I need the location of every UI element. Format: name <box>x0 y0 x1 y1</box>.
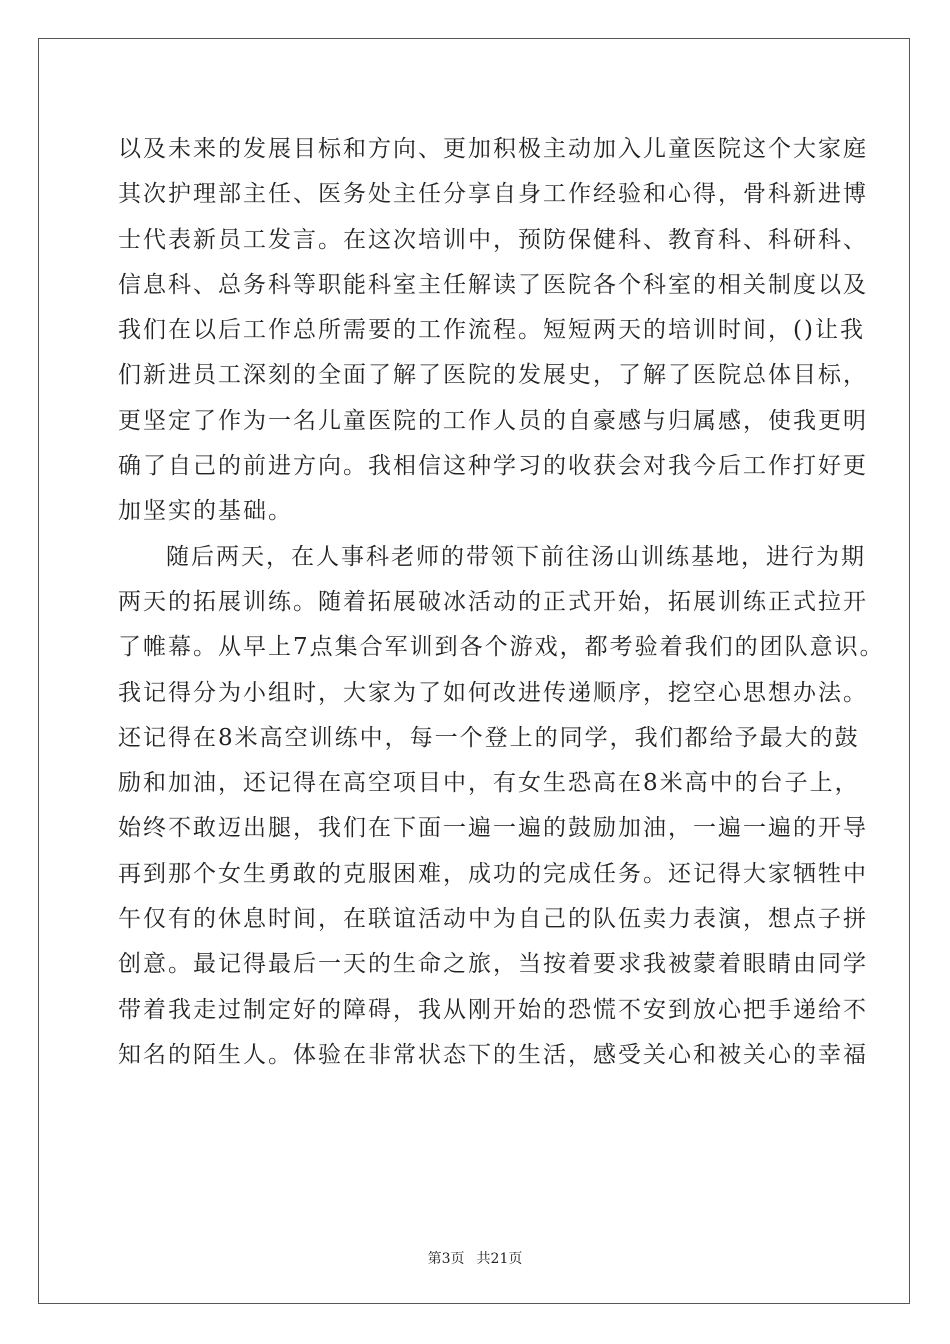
text-line: 励和加油，还记得在高空项目中，有女生恐高在8米高中的台子上， <box>118 770 860 797</box>
page-total: 共21页 <box>476 1251 523 1267</box>
text-line: 确了自己的前进方向。我相信这种学习的收获会对我今后工作打好更 <box>118 453 868 480</box>
text-line: 我记得分为小组时，大家为了如何改进传递顺序，挖空心思想办法。 <box>118 679 868 706</box>
paragraph-first-line: 随后两天，在人事科老师的带领下前往汤山训练基地，进行为期 <box>166 543 866 570</box>
text-line: 午仅有的休息时间，在联谊活动中为自己的队伍卖力表演，想点子拼 <box>118 906 868 933</box>
text-line: 加坚实的基础。 <box>118 498 293 525</box>
text-line: 们新进员工深刻的全面了解了医院的发展史，了解了医院总体目标， <box>118 362 868 389</box>
text-line: 创意。最记得最后一天的生命之旅，当按着要求我被蒙着眼睛由同学 <box>118 951 868 978</box>
text-line: 再到那个女生勇敢的克服困难，成功的完成任务。还记得大家牺牲中 <box>118 860 868 887</box>
page-footer <box>0 1248 950 1268</box>
text-line: 两天的拓展训练。随着拓展破冰活动的正式开始，拓展训练正式拉开 <box>118 588 868 615</box>
page-number: 第3页 <box>427 1251 465 1267</box>
text-line: 信息科、总务科等职能科室主任解读了医院各个科室的相关制度以及 <box>118 271 868 298</box>
text-line: 我们在以后工作总所需要的工作流程。短短两天的培训时间，()让我 <box>118 317 865 344</box>
text-line: 了帷幕。从早上7点集合军训到各个游戏，都考验着我们的团队意识。 <box>118 634 885 661</box>
document-body <box>118 127 885 1078</box>
text-line: 以及未来的发展目标和方向、更加积极主动加入儿童医院这个大家庭 <box>118 136 868 162</box>
text-line: 更坚定了作为一名儿童医院的工作人员的自豪感与归属感，使我更明 <box>118 407 868 434</box>
text-line: 士代表新员工发言。在这次培训中，预防保健科、教育科、科研科、 <box>118 226 868 253</box>
text-line: 其次护理部主任、医务处主任分享自身工作经验和心得，骨科新进博 <box>118 181 868 208</box>
text-line: 始终不敢迈出腿，我们在下面一遍一遍的鼓励加油，一遍一遍的开导 <box>118 815 868 842</box>
text-line: 知名的陌生人。体验在非常状态下的生活，感受关心和被关心的幸福 <box>118 1041 868 1068</box>
text-line: 还记得在8米高空训练中，每一个登上的同学，我们都给予最大的鼓 <box>118 724 860 751</box>
text-line: 带着我走过制定好的障碍，我从刚开始的恐慌不安到放心把手递给不 <box>118 996 868 1023</box>
